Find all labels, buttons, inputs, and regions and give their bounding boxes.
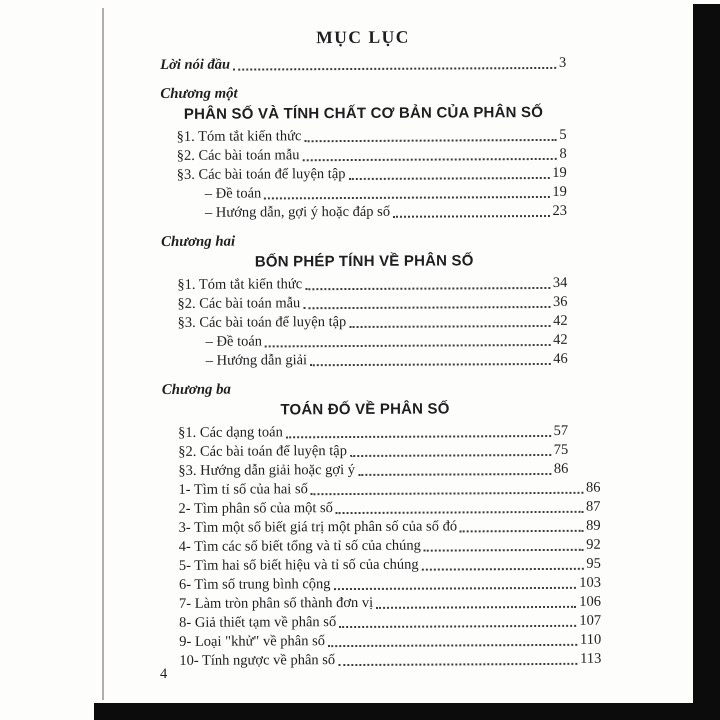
dot-leader [303, 158, 557, 161]
toc-entry [162, 498, 600, 519]
toc-entry-page: 5 [559, 126, 567, 143]
toc-entry-label: §2. Các bài toán mẫu [177, 295, 301, 312]
toc-entry-page: 3 [558, 54, 567, 71]
toc-entry-page: 75 [553, 441, 569, 458]
chapter-section [161, 230, 614, 371]
dot-leader [424, 549, 583, 552]
toc-entry [162, 312, 568, 333]
dot-leader [310, 363, 550, 366]
chapter-label: Chương một [160, 85, 238, 102]
toc-entry [163, 612, 601, 633]
toc-entry-page: 86 [585, 479, 601, 496]
toc-entry-label: §3. Các bài toán để luyện tập [176, 166, 346, 183]
toc-entry-page: 110 [579, 631, 602, 648]
toc-entry [162, 422, 568, 443]
toc-entry [163, 593, 601, 614]
toc-entry-page: 92 [586, 536, 601, 553]
toc-entry-label: §1. Tóm tắt kiến thức [176, 128, 302, 145]
toc-entry-label: §2. Các bài toán để luyện tập [178, 443, 347, 460]
toc-entry [161, 183, 567, 204]
dot-leader [460, 530, 583, 533]
dot-leader [305, 287, 550, 290]
toc-entry-page: 8 [559, 145, 567, 162]
chapter-section [160, 82, 613, 223]
toc-entry-page: 107 [579, 612, 602, 629]
toc-entry [162, 441, 568, 462]
toc-entry [163, 517, 601, 538]
chapter-section [162, 378, 616, 671]
toc-entry [162, 350, 568, 371]
toc-entry [161, 293, 567, 314]
dot-leader [339, 625, 576, 628]
dot-leader [265, 344, 550, 347]
toc-content [160, 24, 615, 671]
book-edge-bottom [94, 703, 720, 720]
toc-entry-page: 19 [552, 164, 567, 181]
toc-entry-page: 46 [553, 350, 568, 367]
toc-entry [162, 460, 568, 481]
toc-entry-page: 86 [553, 460, 569, 477]
toc-entry-page: 87 [585, 498, 601, 515]
toc-entry-label: 4- Tìm các số biết tổng và tỉ số của chúng [178, 537, 421, 555]
toc-entry-label: 5- Tìm hai số biết hiệu và tỉ số của chúng [178, 556, 419, 574]
dot-leader [376, 606, 576, 609]
dot-leader [349, 177, 550, 180]
dot-leader [311, 492, 583, 495]
toc-entry-label: §3. Hướng dẫn giải hoặc gợi ý [178, 461, 355, 479]
toc-entry [161, 145, 567, 166]
toc-entry-page: 57 [553, 422, 569, 439]
page-edge-line [102, 8, 104, 700]
toc-title: MỤC LỤC [316, 26, 410, 48]
dot-leader [422, 568, 584, 571]
toc-entry-label: 8- Giả thiết tạm về phân số [179, 614, 337, 631]
toc-entry [163, 555, 601, 576]
toc-entry-label: §3. Các bài toán để luyện tập [177, 314, 347, 331]
dot-leader [286, 435, 551, 438]
toc-entry-page: 89 [586, 517, 601, 534]
chapter-label: Chương hai [161, 233, 236, 250]
chapter-title: TOÁN ĐỐ VỀ PHÂN SỐ [280, 400, 450, 419]
toc-entry-page: 19 [552, 183, 567, 200]
toc-entry-label: 6- Tìm số trung bình cộng [178, 576, 331, 593]
toc-entry [163, 650, 601, 671]
dot-leader [358, 473, 551, 476]
toc-entry-page: 42 [553, 312, 568, 329]
toc-entry [163, 574, 601, 595]
page-number: 4 [160, 666, 168, 682]
dot-leader [328, 644, 577, 647]
chapter-label: Chương ba [161, 381, 231, 398]
dot-leader [349, 325, 550, 328]
dot-leader [233, 67, 556, 71]
toc-entry [162, 479, 600, 500]
toc-entry-label: §1. Tóm tắt kiến thức [177, 276, 303, 293]
toc-entry-label: §2. Các bài toán mẫu [176, 147, 300, 164]
toc-entry-page: 106 [579, 593, 602, 610]
toc-entry-label: – Đề toán [204, 185, 262, 202]
toc-entry-label: 7- Làm tròn phân số thành đơn vị [178, 594, 374, 612]
dot-leader [334, 587, 577, 590]
toc-entry-label: Lời nói đầu [160, 56, 231, 73]
toc-entry-page: 113 [580, 650, 602, 667]
toc-entry [163, 536, 601, 557]
toc-entry-page: 23 [552, 202, 568, 219]
dot-leader [393, 215, 549, 218]
toc-entry-label: – Đề toán [205, 333, 263, 350]
toc-entry-label: 2- Tìm phân số của một số [178, 500, 333, 517]
toc-entry [160, 54, 566, 75]
toc-entry [163, 631, 601, 652]
toc-entry-label: 1- Tìm tỉ số của hai số [178, 481, 308, 498]
toc-entry [161, 126, 567, 147]
toc-entry [161, 274, 567, 295]
toc-entry [161, 202, 567, 223]
toc-entry-page: 95 [586, 555, 601, 572]
toc-entry [162, 331, 568, 352]
dot-leader [304, 139, 556, 142]
toc-entry-page: 36 [552, 293, 568, 310]
toc-entry-page: 103 [579, 574, 601, 591]
toc-entry-page: 34 [552, 274, 568, 291]
toc-entry-label: 10- Tính ngược về phân số [179, 652, 336, 669]
toc-entry-label: 9- Loại "khử" về phân số [179, 633, 326, 650]
chapter-title: PHÂN SỐ VÀ TÍNH CHẤT CƠ BẢN CỦA PHÂN SỐ [183, 103, 544, 123]
toc-entry-label: 3- Tìm một số biết giá trị một phân số của số đó [178, 518, 458, 536]
dot-leader [303, 306, 550, 309]
chapter-title: BỐN PHÉP TÍNH VỀ PHÂN SỐ [254, 252, 474, 271]
book-edge-right [693, 4, 720, 720]
dot-leader [350, 454, 551, 457]
toc-entry-label: – Hướng dẫn, gợi ý hoặc đáp số [204, 203, 391, 221]
toc-entry-page: 42 [553, 331, 568, 348]
dot-leader [336, 511, 583, 514]
toc-entry [161, 164, 567, 185]
toc-entry-label: – Hướng dẫn giải [205, 352, 308, 369]
dot-leader [264, 196, 549, 199]
toc-entry-label: §1. Các dạng toán [178, 424, 283, 441]
dot-leader [338, 663, 577, 666]
